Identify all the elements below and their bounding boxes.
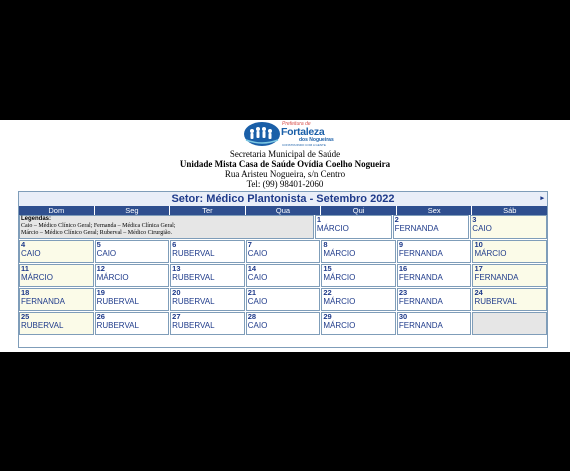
doctor-name: FERNANDA [474, 273, 519, 282]
legend-line-1: Caio – Médico Clínico Geral; Fernanda – Médica Clínica Geral; [21, 223, 176, 229]
day-cell[interactable] [95, 312, 170, 335]
day-number: 4 [21, 240, 26, 249]
day-cell[interactable] [397, 288, 472, 311]
doctor-name: CAIO [247, 249, 268, 258]
day-cell[interactable] [95, 288, 170, 311]
calendar-week-1 [19, 215, 547, 240]
day-cell[interactable] [19, 312, 94, 335]
calendar-week-2 [19, 240, 547, 264]
day-number: 2 [394, 215, 399, 224]
day-number: 27 [172, 312, 181, 321]
doctor-name: CAIO [247, 297, 268, 306]
day-cell[interactable] [170, 240, 245, 263]
day-cell[interactable] [246, 312, 321, 335]
doctor-name: RUBERVAL [21, 321, 64, 330]
day-cell[interactable] [321, 312, 396, 335]
day-number: 24 [474, 288, 483, 297]
day-number: 21 [247, 288, 257, 297]
logo-small-text: Prefeitura de [282, 121, 311, 127]
day-cell[interactable] [472, 240, 547, 263]
day-number: 9 [398, 240, 404, 249]
doctor-name: MÁRCIO [323, 273, 356, 282]
doctor-name: FERNANDA [394, 224, 439, 233]
day-number: 30 [398, 312, 408, 321]
day-number: 26 [96, 312, 105, 321]
day-number: 10 [474, 240, 483, 249]
calendar-week-3 [19, 264, 547, 288]
header-line-address: Rua Aristeu Nogueira, s/n Centro [224, 169, 346, 179]
calendar-title-text: Setor: Médico Plantonista - Setembro 2022 [171, 193, 395, 205]
doctor-name: RUBERVAL [474, 297, 517, 306]
day-cell[interactable] [95, 240, 170, 263]
day-cell[interactable] [397, 240, 472, 263]
doctor-name: CAIO [21, 249, 41, 258]
header-line-secretaria: Secretaria Municipal de Saúde [229, 149, 341, 159]
logo-sub-text: dos Nogueiras [299, 137, 334, 143]
day-cell[interactable] [170, 312, 245, 335]
day-cell[interactable] [246, 264, 321, 287]
day-number: 12 [96, 264, 105, 273]
day-cell[interactable] [470, 215, 547, 239]
weekday-mon: Seg [95, 206, 170, 215]
day-cell[interactable] [95, 264, 170, 287]
day-number: 16 [398, 264, 408, 273]
day-cell[interactable] [397, 312, 472, 335]
doctor-name: RUBERVAL [96, 297, 139, 306]
doctor-name: MÁRCIO [323, 249, 356, 258]
day-cell[interactable] [315, 215, 392, 239]
day-cell[interactable] [19, 264, 94, 287]
logo-tagline: CONSTRUINDO COM A GENTE [282, 143, 326, 147]
day-number: 6 [172, 240, 177, 249]
doctor-name: CAIO [247, 273, 268, 282]
doctor-name: FERNANDA [398, 249, 443, 258]
day-cell[interactable] [246, 240, 321, 263]
doctor-name: MÁRCIO [21, 273, 53, 282]
weekday-wed: Qua [246, 206, 321, 215]
shift-calendar [18, 191, 548, 348]
document-page [0, 120, 570, 352]
doctor-name: FERNANDA [21, 297, 66, 306]
day-number: 15 [323, 264, 332, 273]
doctor-name: MÁRCIO [323, 297, 356, 306]
weekday-header-row [19, 206, 547, 215]
legend-box [19, 215, 314, 239]
day-cell[interactable] [321, 264, 396, 287]
weekday-fri: Sex [397, 206, 472, 215]
doctor-name: RUBERVAL [172, 273, 215, 282]
day-number: 13 [172, 264, 181, 273]
doctor-name: RUBERVAL [172, 321, 215, 330]
day-cell[interactable] [472, 264, 547, 287]
doctor-name: FERNANDA [398, 321, 443, 330]
doctor-name: RUBERVAL [172, 249, 215, 258]
weekday-sat: Sáb [472, 206, 547, 215]
doctor-name: FERNANDA [398, 297, 443, 306]
day-cell[interactable] [321, 288, 396, 311]
doctor-name: CAIO [472, 224, 492, 233]
day-number: 8 [323, 240, 328, 249]
calendar-grid [19, 215, 547, 336]
doctor-name: MÁRCIO [316, 224, 349, 233]
day-cell[interactable] [321, 240, 396, 263]
day-cell[interactable] [393, 215, 470, 239]
day-cell[interactable] [246, 288, 321, 311]
day-number: 14 [247, 264, 257, 273]
day-cell[interactable] [19, 240, 94, 263]
doctor-name: CAIO [96, 249, 117, 258]
doctor-name: FERNANDA [398, 273, 443, 282]
next-month-arrow-icon[interactable]: ▸ [540, 195, 544, 202]
doctor-name: MÁRCIO [96, 273, 129, 282]
day-number: 3 [472, 215, 477, 224]
day-number: 22 [323, 288, 332, 297]
doctor-name: MÁRCIO [323, 321, 356, 330]
day-number: 17 [474, 264, 483, 273]
day-number: 20 [172, 288, 181, 297]
day-number: 29 [323, 312, 332, 321]
empty-day-cell [472, 312, 547, 335]
day-number: 1 [316, 215, 322, 224]
day-number: 11 [21, 264, 29, 273]
doctor-name: RUBERVAL [172, 297, 215, 306]
logo-main-text: Fortaleza [281, 126, 325, 138]
legend-line-2: Márcio – Médico Clínico Geral; Ruberval – Médico Cirurgião. [21, 230, 173, 236]
doctor-name: CAIO [247, 321, 268, 330]
legend-title: Legendas: [21, 216, 52, 222]
header-line-unidade: Unidade Mista Casa de Saúde Ovídia Coelho Nogueira [179, 159, 391, 169]
calendar-week-4 [19, 288, 547, 312]
day-cell[interactable] [472, 288, 547, 311]
day-number: 23 [398, 288, 408, 297]
institution-header [0, 149, 570, 189]
doctor-name: MÁRCIO [474, 249, 507, 258]
day-number: 5 [96, 240, 101, 249]
calendar-title [19, 192, 547, 206]
day-cell[interactable] [170, 264, 245, 287]
day-number: 19 [96, 288, 105, 297]
day-cell[interactable] [397, 264, 472, 287]
day-number: 7 [247, 240, 252, 249]
day-number: 28 [247, 312, 257, 321]
weekday-sun: Dom [19, 206, 94, 215]
doctor-name: RUBERVAL [96, 321, 139, 330]
weekday-tue: Ter [170, 206, 245, 215]
header-line-phone: Tel: (99) 98401-2060 [246, 179, 324, 189]
calendar-week-5 [19, 312, 547, 336]
day-number: 18 [21, 288, 30, 297]
day-cell[interactable] [19, 288, 94, 311]
weekday-thu: Qui [321, 206, 396, 215]
day-cell[interactable] [170, 288, 245, 311]
logo-emblem-icon [243, 120, 283, 147]
day-number: 25 [21, 312, 30, 321]
